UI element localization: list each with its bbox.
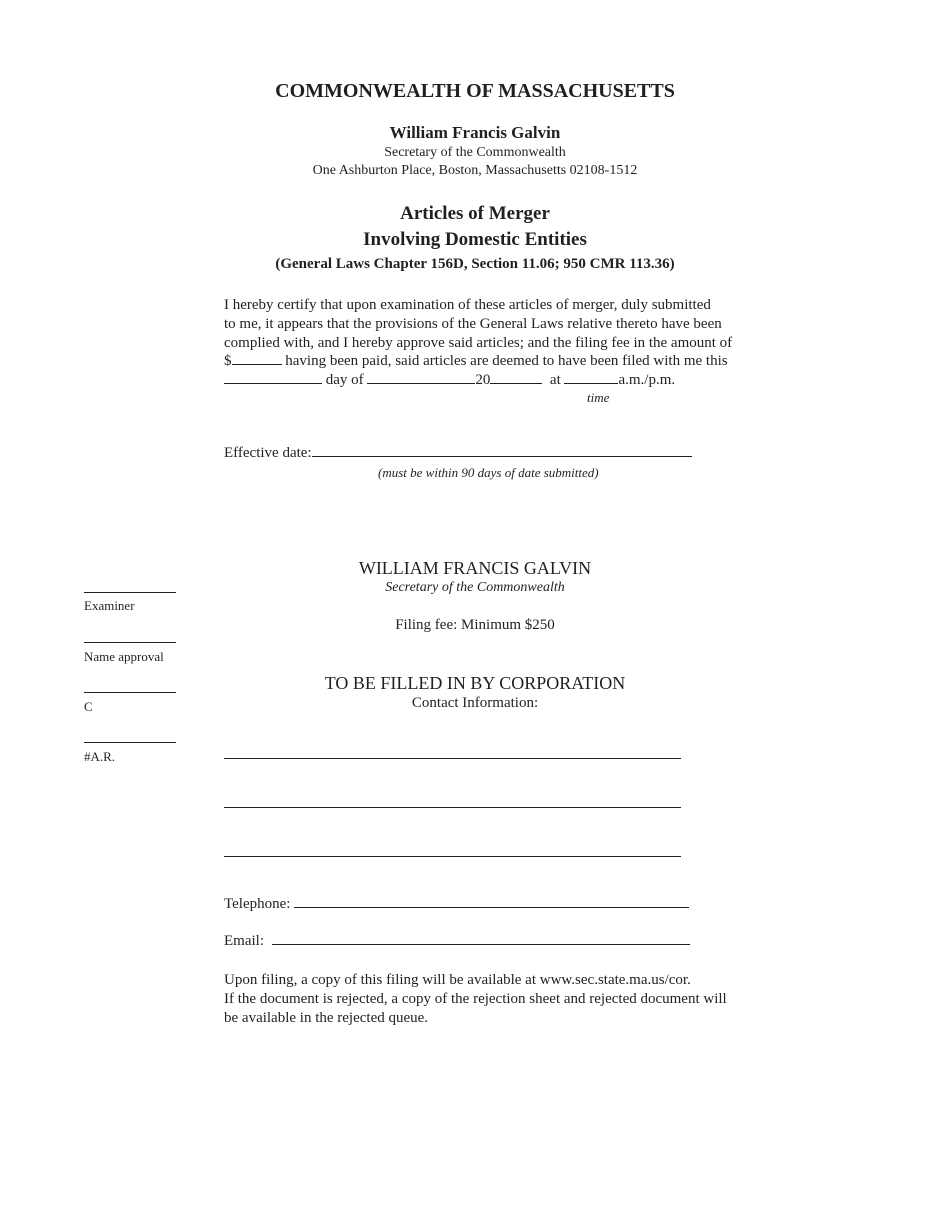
examiner-label: Examiner	[84, 598, 135, 613]
document-subtitle: Involving Domestic Entities	[363, 229, 587, 250]
examiner-line[interactable]	[84, 592, 176, 593]
certification-line: I hereby certify that upon examination of these articles of merger, duly submitted	[224, 297, 711, 313]
year-prefix: 20	[475, 372, 491, 389]
secretary-name: WILLIAM FRANCIS GALVIN	[358, 558, 592, 578]
telephone-field[interactable]	[294, 906, 689, 908]
document-title: Articles of Merger	[400, 203, 550, 224]
secretary-title: Secretary of the Commonwealth	[385, 580, 565, 595]
state-heading: COMMONWEALTH OF MASSACHUSETTS	[275, 80, 675, 102]
contact-info-label: Contact Information:	[411, 695, 539, 711]
day-of-label: day of	[325, 372, 364, 389]
certification-line	[224, 352, 744, 371]
filing-note-line: be available in the rejected queue.	[224, 1009, 429, 1026]
certification-line: complied with, and I hereby approve said articles; and the filing fee in the amount of	[224, 334, 733, 351]
ampm-label: a.m./p.m.	[618, 372, 676, 389]
time-caption: time	[587, 390, 610, 405]
c-label: C	[84, 699, 93, 714]
corporation-heading: TO BE FILLED IN BY CORPORATION	[324, 673, 626, 693]
email-label: Email:	[224, 933, 264, 949]
official-title: Secretary of the Commonwealth	[384, 145, 566, 160]
year-blank[interactable]	[490, 382, 542, 384]
telephone-row	[224, 896, 689, 913]
email-field[interactable]	[272, 943, 690, 945]
filing-fee: Filing fee: Minimum $250	[395, 617, 555, 633]
statute-citation: (General Laws Chapter 156D, Section 11.06; 950 CMR 113.36)	[275, 256, 675, 272]
contact-line-2[interactable]	[224, 807, 681, 808]
fee-amount-blank[interactable]	[232, 363, 282, 365]
certification-text: having been paid, said articles are deemed to have been filed with me this	[285, 353, 728, 370]
contact-line-3[interactable]	[224, 856, 681, 857]
contact-line-1[interactable]	[224, 758, 681, 759]
office-address: One Ashburton Place, Boston, Massachusetts 02108-1512	[312, 163, 638, 178]
at-label: at	[549, 372, 561, 389]
certification-line	[224, 371, 744, 390]
name-approval-label: Name approval	[84, 649, 164, 664]
effective-date-field[interactable]	[312, 455, 692, 457]
effective-date-label: Effective date:	[224, 445, 312, 461]
official-name: William Francis Galvin	[389, 123, 561, 142]
dollar-sign: $	[224, 353, 232, 370]
telephone-label: Telephone:	[224, 896, 291, 912]
time-blank[interactable]	[564, 382, 618, 384]
effective-date-row	[224, 445, 692, 462]
month-blank[interactable]	[367, 382, 475, 384]
filing-note	[224, 971, 744, 1027]
filing-note-line: Upon filing, a copy of this filing will be available at www.sec.state.ma.us/cor.	[224, 972, 691, 988]
email-row	[224, 933, 690, 950]
ar-line[interactable]	[84, 742, 176, 743]
certification-line: to me, it appears that the provisions of the General Laws relative thereto have been	[224, 315, 722, 332]
effective-date-note: (must be within 90 days of date submitted)	[378, 465, 599, 480]
certification-paragraph	[224, 296, 744, 390]
name-approval-line[interactable]	[84, 642, 176, 643]
filing-note-line: If the document is rejected, a copy of the rejection sheet and rejected document will	[224, 990, 727, 1007]
day-blank[interactable]	[224, 382, 322, 384]
ar-label: #A.R.	[84, 749, 116, 764]
